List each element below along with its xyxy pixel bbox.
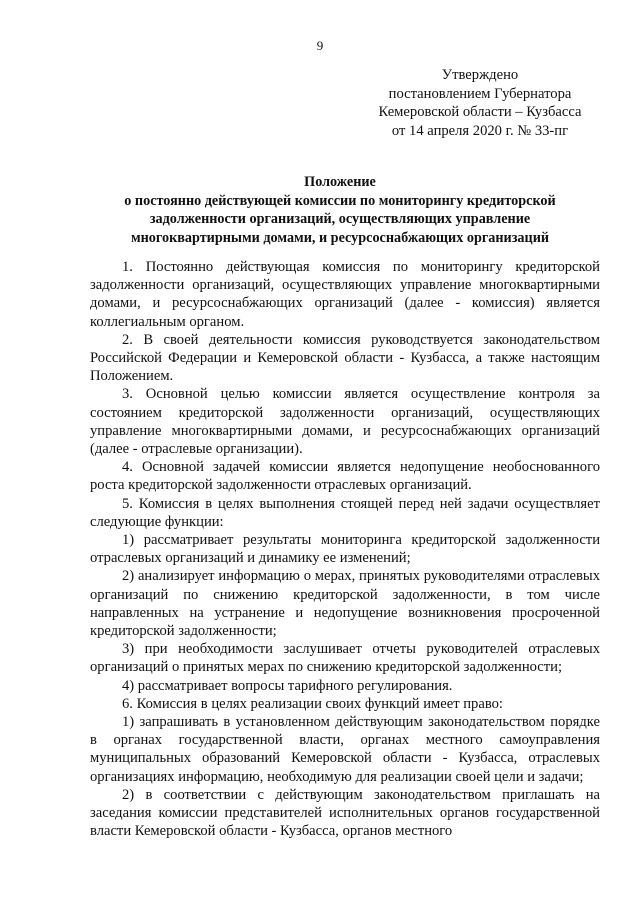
paragraph: 2. В своей деятельности комиссия руководствуется законодательством Российской Федерации и Кемеровской области - Кузбасса, а также настоящим Положением. [90, 331, 600, 385]
paragraph: 2) в соответствии с действующим законодательством приглашать на заседания комиссии представителей исполнительных органов государственной власти Кемеровской области - Кузбасса, органов местного [90, 786, 600, 840]
approval-stamp [370, 66, 590, 140]
paragraph: 1. Постоянно действующая комиссия по мониторингу кредиторской задолженности организаций, осуществляющих управление многоквартирными домами, и ресурсоснабжающих организаций (далее - комиссия) является коллегиальным органом. [90, 259, 600, 330]
paragraph: 6. Комиссия в целях реализации своих функций имеет право: [122, 695, 503, 712]
paragraph: 3. Основной целью комиссии является осуществление контроля за состоянием кредиторской задолженности организаций, осуществляющих управление многоквартирными домами, и ресурсоснабжающих организаций (далее - отраслевые организации). [90, 386, 600, 458]
paragraph: 4) рассматривает вопросы тарифного регулирования. [122, 677, 453, 694]
approval-line: Утверждено [441, 67, 519, 83]
paragraph: 5. Комиссия в целях выполнения стоящей перед ней задачи осуществляет следующие функции: [90, 495, 600, 530]
approval-line: от 14 апреля 2020 г. № 33-пг [391, 122, 569, 139]
paragraph: 2) анализирует информацию о мерах, принятых руководителями отраслевых организаций по снижению кредиторской задолженности, в том числе направленных на устранение и недопущение возникновения просроченной кредиторской задолженности; [90, 568, 600, 640]
document-title [90, 173, 590, 247]
title-line: многоквартирными домами, и ресурсоснабжающих организаций [130, 229, 550, 246]
paragraph: 1) запрашивать в установленном действующим законодательством порядке в органах государственной власти, органах местного самоуправления муниципальных образований Кемеровской области - Кузбасса, отраслевых организациях информацию, необходимую для реализации своей цели и задачи; [90, 714, 600, 785]
paragraph: 1) рассматривает результаты мониторинга кредиторской задолженности отраслевых организаций и динамику ее изменений; [90, 532, 600, 567]
paragraph: 4. Основной задачей комиссии является недопущение необоснованного роста кредиторской задолженности отраслевых организаций. [90, 459, 600, 494]
title-line: задолженности организаций, осуществляющих управление [149, 211, 531, 227]
document-body [90, 258, 600, 841]
approval-line: Кемеровской области – Кузбасса [378, 104, 582, 120]
title-line: о постоянно действующей комиссии по мониторингу кредиторской [124, 192, 556, 209]
page-number: 9 [316, 38, 324, 53]
approval-line: постановлением Губернатора [388, 85, 572, 102]
title-line: Положение [304, 174, 376, 190]
paragraph: 3) при необходимости заслушивает отчеты руководителей отраслевых организаций о принятых мерах по снижению кредиторской задолженности; [90, 641, 600, 676]
